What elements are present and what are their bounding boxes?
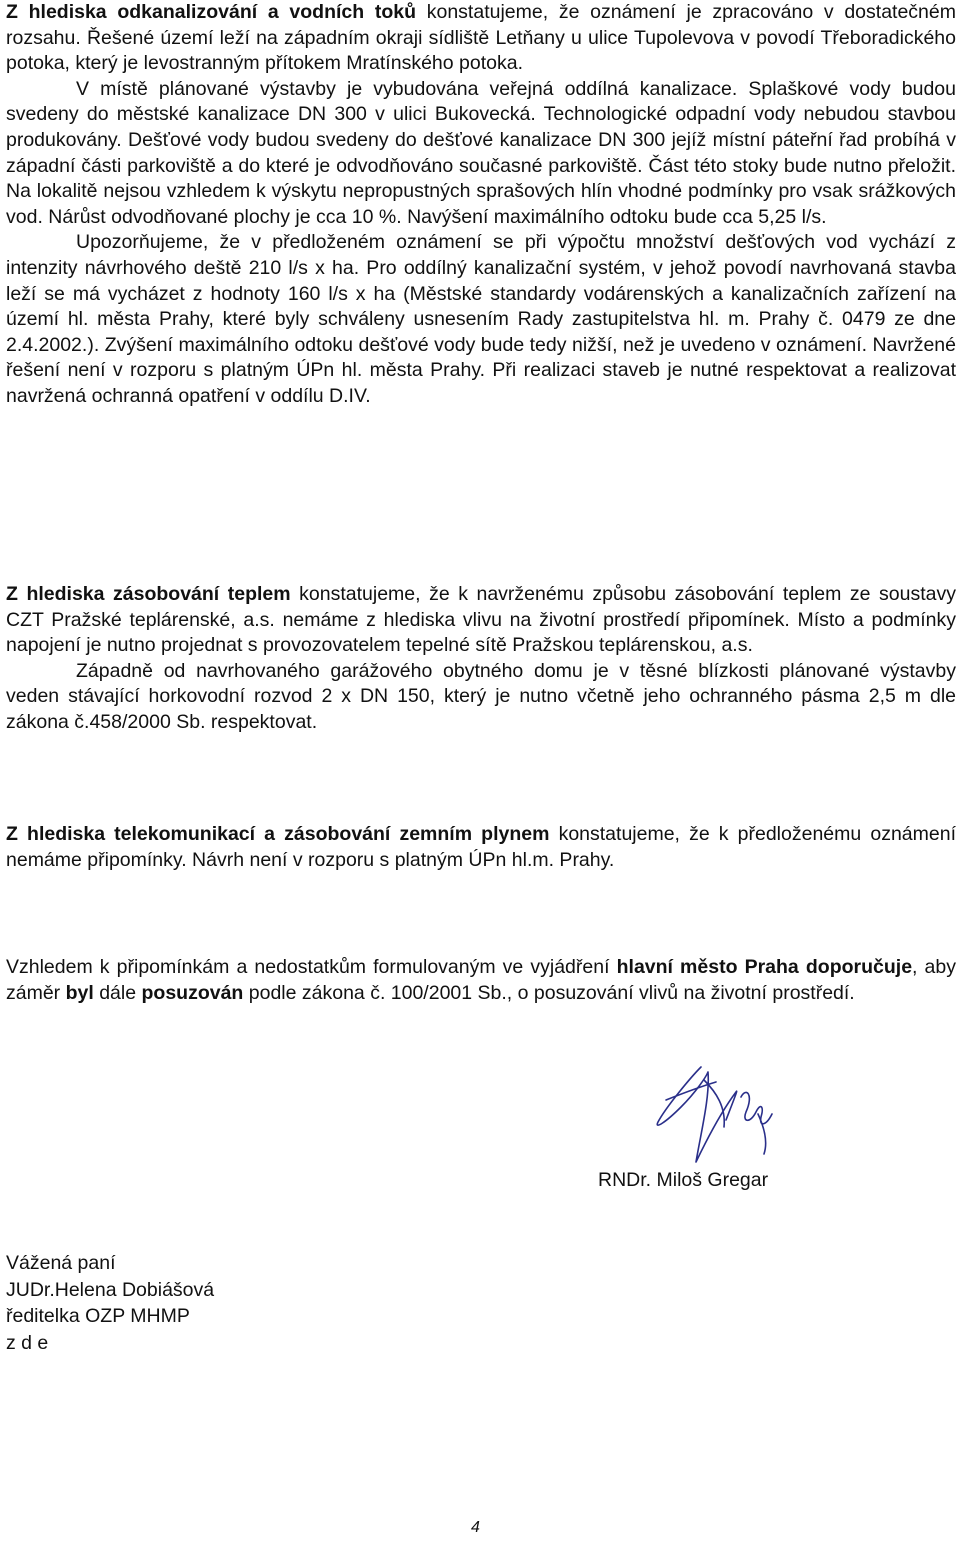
sewer-intro-paragraph [6, 0, 956, 77]
section-sewer [6, 0, 956, 410]
handwritten-signature [646, 1052, 796, 1182]
section-telecom [6, 822, 956, 873]
conclusion-text-1: Vzhledem k připomínkám a nedostatkům formulovaným ve vyjádření [6, 956, 617, 978]
page-number: 4 [471, 1519, 480, 1536]
telecom-paragraph [6, 822, 956, 873]
conclusion-paragraph [6, 955, 956, 1006]
sewer-paragraph-2: V místě plánované výstavby je vybudována veřejná oddílná kanalizace. Splaškové vody budou svedeny do městské kanalizace DN 300 v ulici Bukovecká. Technologické odpadní vody nebudou stavbou produkovány. Dešťové vody budou svedeny do dešťové kanalizace DN 300 jejíž místní páteřní řad probíhá v západní části parkoviště a do které je odvodňováno současné parkoviště. Část této stoky bude nutno přeložit. Na lokalitě nejsou vzhledem k výskytu nepropustných sprašových hlín vhodné podmínky pro vsak srážkových vod. Nárůst odvodňované plochy je cca 10 %. Navýšení maximálního odtoku bude cca 5,25 l/s. [6, 77, 956, 228]
heat-intro-text: konstatujeme, že k navrženému způsobu zásobování teplem ze soustavy CZT Pražské teplárenské, a.s. nemáme z hlediska vlivu na životní prostředí připomínek. Místo a podmínky napojení je nutno projednat s provozovatelem tepelné sítě Pražskou teplárenskou, a.s. [6, 583, 957, 657]
sewer-heading: Z hlediska odkanalizování a vodních toků [6, 1, 417, 23]
heat-heading: Z hlediska zásobování teplem [6, 583, 291, 605]
section-conclusion [6, 955, 956, 1006]
document-page [6, 0, 956, 1534]
address-salutation: Vážená paní [6, 1252, 116, 1274]
conclusion-bold-assessed: posuzován [141, 981, 244, 1004]
heat-intro-paragraph [6, 582, 956, 659]
sewer-intro-text: konstatujeme, že oznámení je zpracováno v dostatečném rozsahu. Řešené území leží na západním okraji sídliště Letňany u ulice Tupolevova v povodí Třeboradického potoka, který je levostranným přítokem Mratínského potoka. [6, 1, 956, 75]
telecom-heading: Z hlediska telekomunikací a zásobování zemním plynem [6, 823, 550, 845]
conclusion-text-2: , aby záměr [6, 956, 956, 1004]
telecom-text: konstatujeme, že k předloženému oznámení nemáme připomínky. Návrh není v rozporu s platným ÚPn hl.m. Prahy. [6, 823, 956, 871]
address-location: z d e [6, 1331, 49, 1354]
signer-name: RNDr. Miloš Gregar [598, 1169, 769, 1191]
conclusion-text-4: podle zákona č. 100/2001 Sb., o posuzování vlivů na životní prostředí. [243, 981, 855, 1004]
conclusion-bold-was: byl [65, 981, 94, 1004]
address-block [6, 1250, 214, 1356]
address-role: ředitelka OZP MHMP [6, 1305, 190, 1327]
conclusion-bold-recommendation: hlavní město Praha doporučuje [616, 956, 913, 978]
sewer-paragraph-3: Upozorňujeme, že v předloženém oznámení se při výpočtu množství dešťových vod vychází z intenzity návrhového deště 210 l/s x ha. Pro oddílný kanalizační systém, v jehož povodí navrhovaná stavba leží se má vycházet z hodnoty 160 l/s x ha (Městské standardy vodárenských a kanalizačních zařízení na území hl. města Prahy, které byly schváleny usnesením Rady zastupitelstva hl. m. Prahy č. 0479 ze dne 2.4.2002.). Zvýšení maximálního odtoku dešťové vody bude tedy nižší, než je uvedeno v oznámení. Navržené řešení není v rozporu s platným ÚPn hl. města Prahy. Při realizaci staveb je nutné respektovat a realizovat navržená ochranná opatření v oddílu D.IV. [6, 231, 956, 407]
heat-paragraph-2: Západně od navrhovaného garážového obytného domu je v těsné blízkosti plánované výstavby veden stávající horkovodní rozvod 2 x DN 150, který je nutno včetně jeho ochranného pásma 2,5 m dle zákona č.458/2000 Sb. respektovat. [6, 659, 956, 733]
section-heat [6, 582, 956, 736]
address-name: JUDr.Helena Dobiášová [6, 1278, 215, 1301]
conclusion-text-3: dále [93, 981, 142, 1004]
